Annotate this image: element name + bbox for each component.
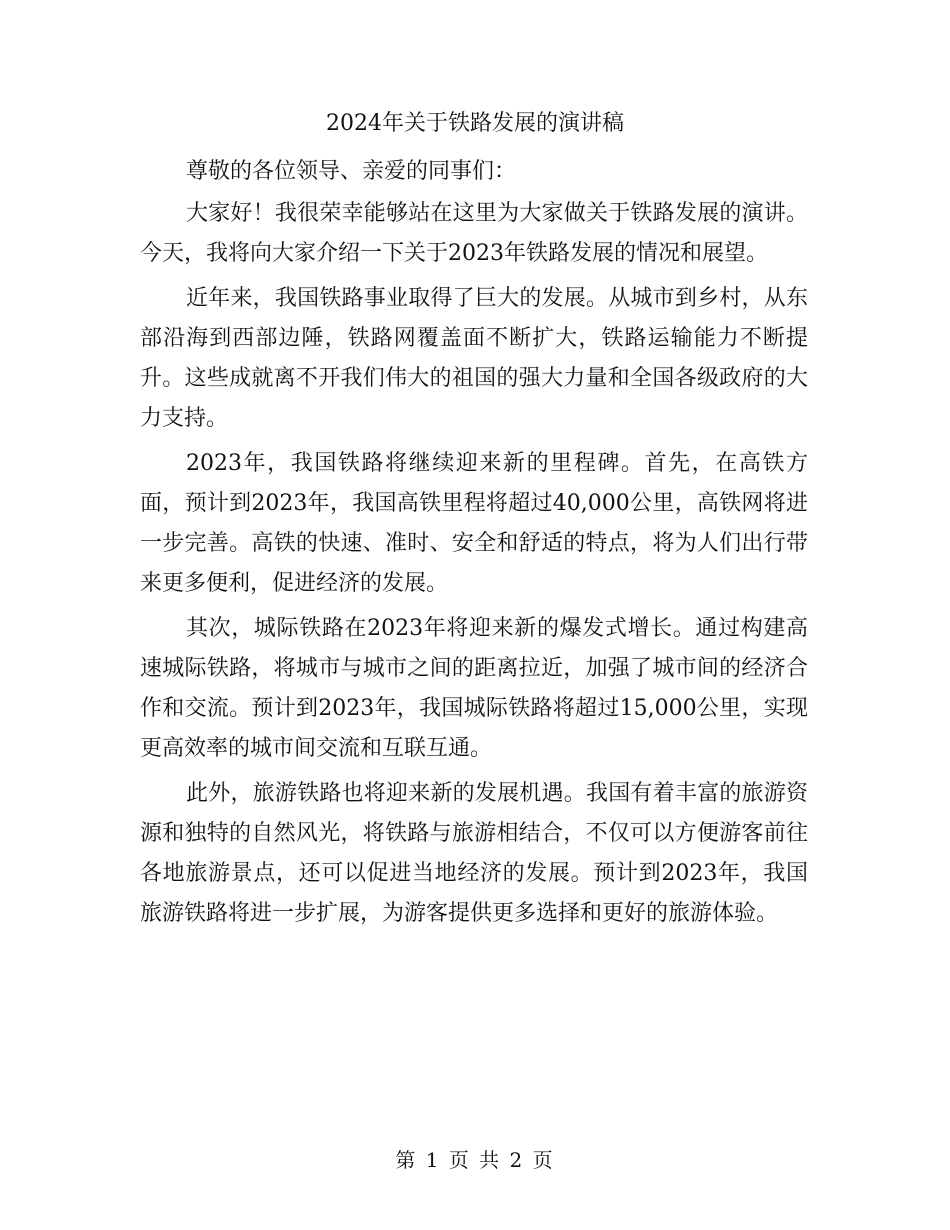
high-speed-rail-paragraph: 2023年，我国铁路将继续迎来新的里程碑。首先，在高铁方面，预计到2023年，我国高铁里程将超过40,000公里，高铁网将进一步完善。高铁的快速、准时、安全和舒适的特点，将为人们出行带来更多便利，促进经济的发展。 <box>140 451 808 596</box>
intercity-rail-paragraph: 其次，城际铁路在2023年将迎来新的爆发式增长。通过构建高速城际铁路，将城市与城市之间的距离拉近，加强了城市间的经济合作和交流。预计到2023年，我国城际铁路将超过15,000公里，实现更高效率的城市间交流和互联互通。 <box>140 616 808 761</box>
development-paragraph: 近年来，我国铁路事业取得了巨大的发展。从城市到乡村，从东部沿海到西部边陲，铁路网覆盖面不断扩大，铁路运输能力不断提升。这些成就离不开我们伟大的祖国的强大力量和全国各级政府的大力支持。 <box>140 286 808 431</box>
document-body <box>140 152 808 939</box>
page-footer: 第 1 页 共 2 页 <box>395 1148 555 1172</box>
intro-paragraph: 大家好！我很荣幸能够站在这里为大家做关于铁路发展的演讲。今天，我将向大家介绍一下关于2023年铁路发展的情况和展望。 <box>140 201 808 266</box>
greeting-paragraph: 尊敬的各位领导、亲爱的同事们： <box>186 159 517 184</box>
tourism-rail-paragraph: 此外，旅游铁路也将迎来新的发展机遇。我国有着丰富的旅游资源和独特的自然风光，将铁路与旅游相结合，不仅可以方便游客前往各地旅游景点，还可以促进当地经济的发展。预计到2023年，我国旅游铁路将进一步扩展，为游客提供更多选择和更好的旅游体验。 <box>140 781 808 926</box>
document-title: 2024年关于铁路发展的演讲稿 <box>326 111 624 136</box>
